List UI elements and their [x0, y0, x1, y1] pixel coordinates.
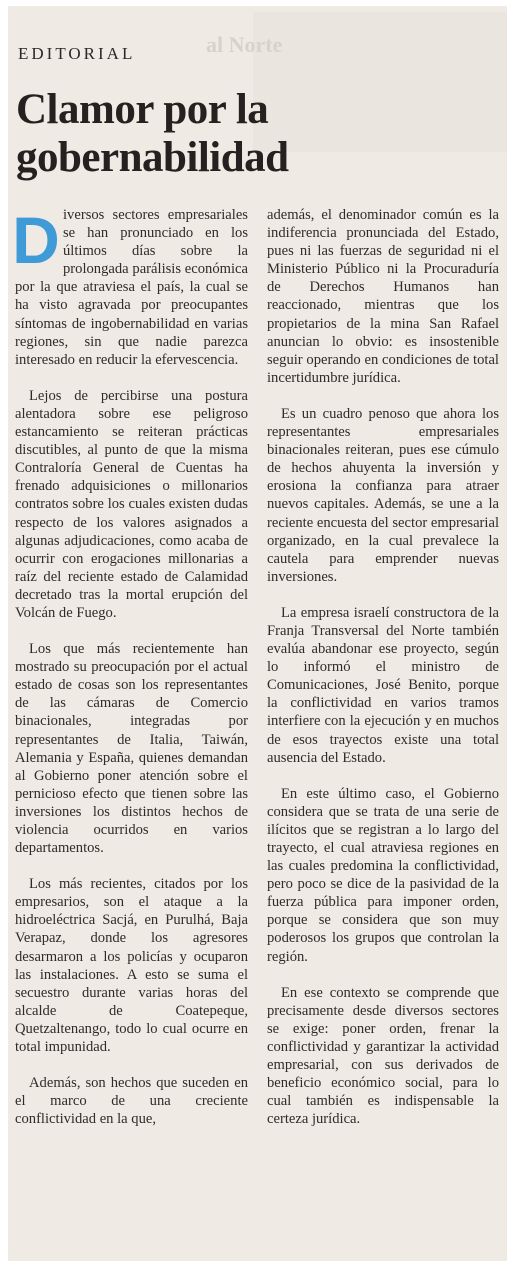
paragraph-text: iversos sectores empresariales se han pronunciado en los últimos días sobre la prolongada parálisis económica por la que atraviesa el país, la cual se ha visto agravada por preocupantes síntomas de ingobernabilidad en varias regiones, sin que nadie parezca interesado en reducir la efervescencia.: [15, 207, 248, 368]
paragraph: En este último caso, el Gobierno considera que se trata de una serie de ilícitos que se registran a lo largo del trayecto, el cual atraviesa regiones en las cuales predomina la conflictividad, pero poco se dice de la pasividad de la fuerza pública para imponer orden, porque se considera que son muy poderosos los grupos que controlan la región.: [267, 785, 499, 965]
section-label: EDITORIAL: [18, 44, 136, 63]
paragraph: Lejos de percibirse una postura alentadora sobre ese peligroso estancamiento se reiteran prácticas discutibles, al punto de que la misma Contraloría General de Cuentas ha frenado adquisiciones o millonarios contratos sobre los cuales existen dudas respecto de los valores asignados a algunas adjudicaciones, como acaba de ocurrir con erogaciones millonarias a raíz del reciente estado de Calamidad decretado tras la mortal erupción del Volcán de Fuego.: [15, 387, 248, 621]
paragraph: Los más recientes, citados por los empresarios, son el ataque a la hidroeléctrica Sacjá, en Purulhá, Baja Verapaz, donde los agresores desarmaron a los policías y ocuparon las instalaciones. A esto se suma el secuestro durante varias horas del alcalde de Coatepeque, Quetzaltenango, todo lo cual ocurre en total impunidad.: [15, 876, 248, 1056]
paragraph: además, el denominador común es la indiferencia pronunciada del Estado, pues ni las fuerzas de seguridad ni el Ministerio Público ni la Procuraduría de Derechos Humanos han reaccionado, mientras que los propietarios de la mina San Rafael anuncian lo obvio: es insostenible seguir operando en condiciones de total incertidumbre jurídica.: [267, 207, 499, 386]
paragraph: Es un cuadro penoso que ahora los representantes empresariales binacionales reiteran, pues ese cúmulo de hechos ahuyenta la inversión y erosiona la confianza para atraer nuevos capitales. Además, se une a la reciente encuesta del sector empresarial organizado, en la cual prevalece la cautela para emprender nuevas inversiones.: [267, 405, 499, 585]
paragraph: Además, son hechos que suceden en el marco de una creciente conflictividad en la que,: [15, 1075, 248, 1128]
paragraph: La empresa israelí constructora de la Franja Transversal del Norte también evalúa abandonar ese proyecto, según lo informó el ministro de Comunicaciones, José Benito, porque la conflictividad en varios tramos interfiere con la ejecución y en muchos de esos trayectos existe una total ausencia del Estado.: [267, 604, 499, 766]
paragraph: [12, 203, 248, 369]
drop-cap: D: [12, 203, 60, 277]
newspaper-page: [8, 6, 507, 1261]
paragraph: Los que más recientemente han mostrado su preocupación por el actual estado de cosas son los representantes de las cámaras de Comercio binacionales, integradas por representantes de Italia, Taiwán, Alemania y España, quienes demandan al Gobierno poner atención sobre el pernicioso efecto que tienen sobre las inversiones los distintos hechos de violencia ocurridos en varios departamentos.: [15, 641, 248, 857]
right-column: [267, 206, 499, 1146]
headline: Clamor por la gobernabilidad: [16, 86, 289, 181]
left-column: [12, 203, 248, 1146]
paragraph: En ese contexto se comprende que precisamente desde diversos sectores se exige: poner orden, frenar la conflictividad y garantizar la actividad empresarial, con sus derivados de beneficio económico social, para lo cual también es indispensable la certeza jurídica.: [267, 984, 499, 1128]
masthead-bleed-text: al Norte: [206, 32, 283, 57]
